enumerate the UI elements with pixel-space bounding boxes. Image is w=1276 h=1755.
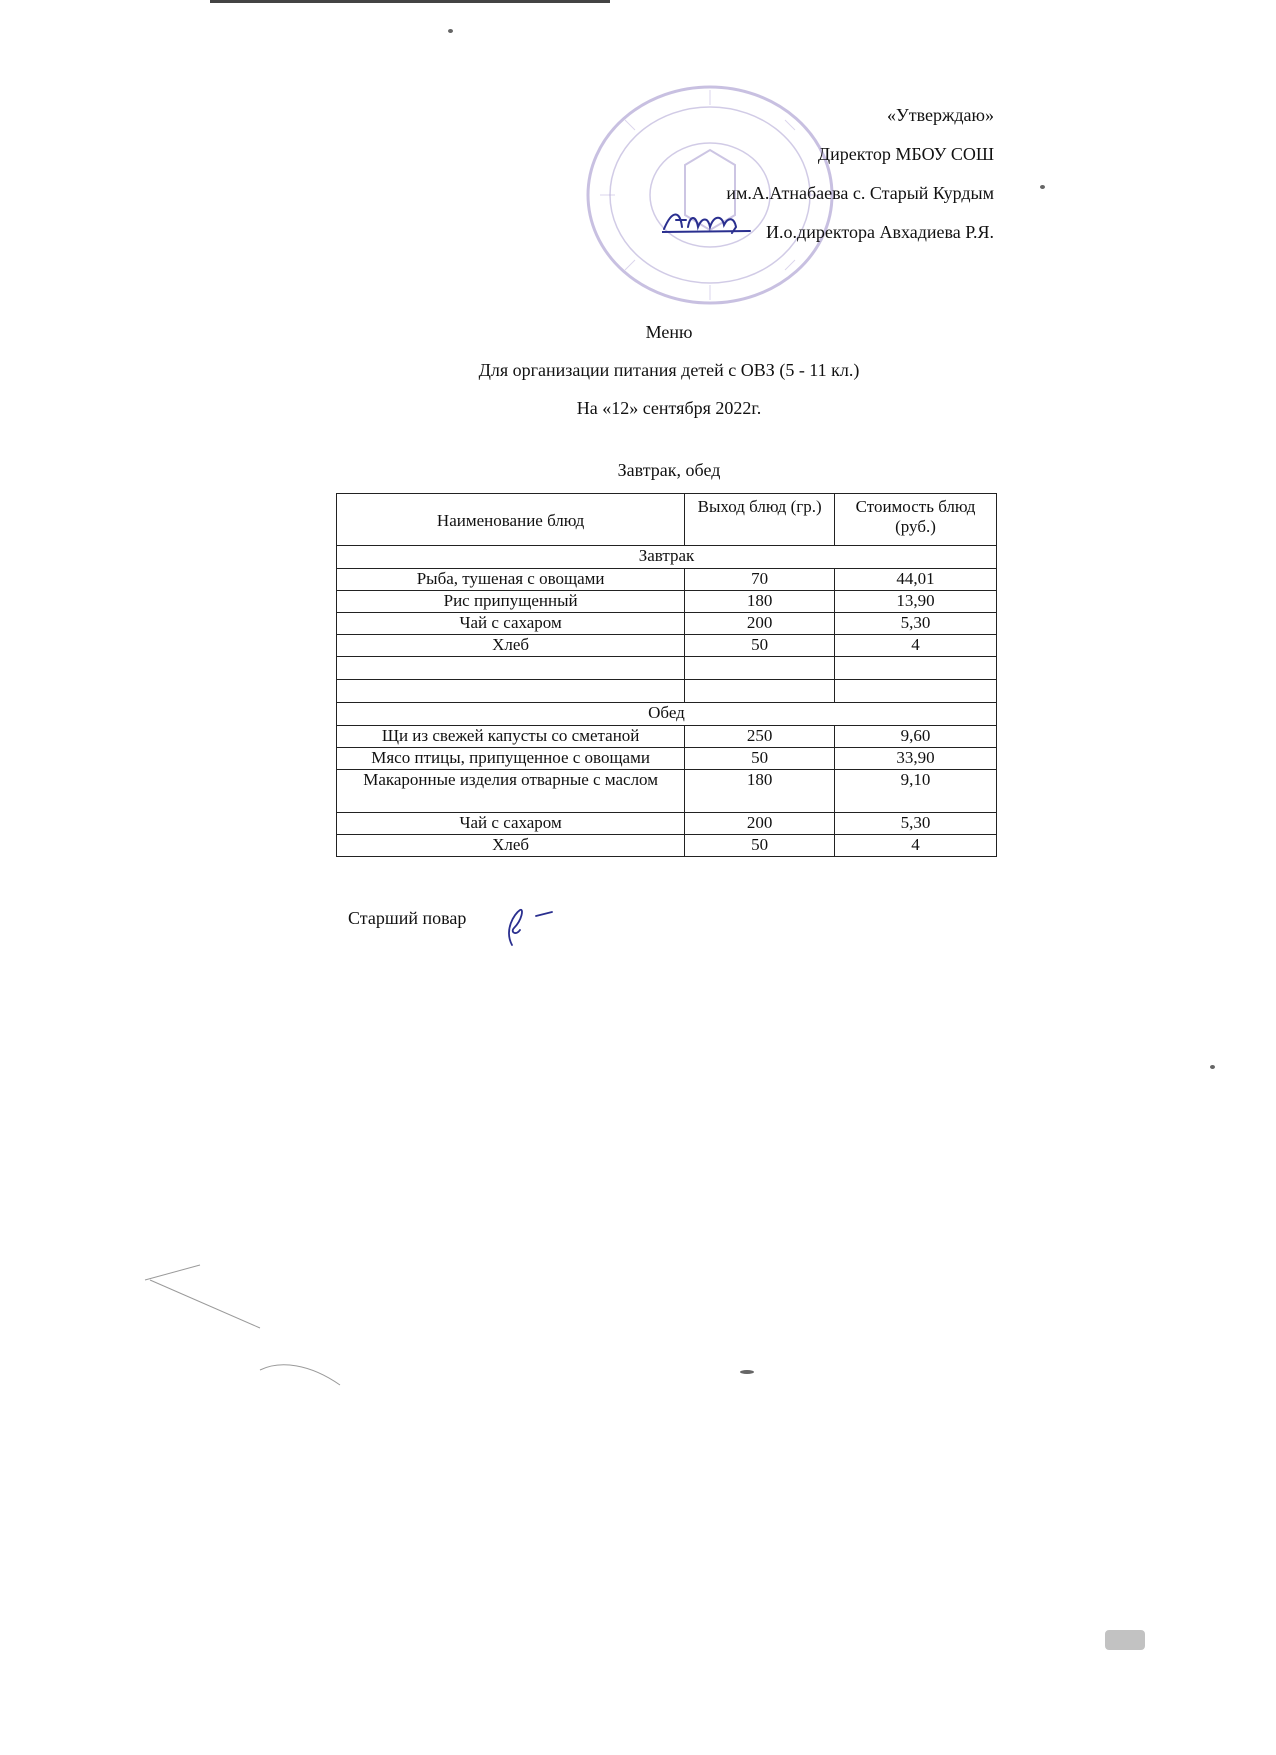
scan-speck: [1210, 1065, 1215, 1069]
scan-speck: [740, 1370, 754, 1374]
page-title: Меню: [645, 322, 693, 342]
dish-price: 13,90: [835, 591, 997, 613]
table-row: [337, 770, 997, 813]
cook-signature: [500, 900, 560, 950]
dish-price: 44,01: [835, 569, 997, 591]
column-header-weight: Выход блюд (гр.): [685, 494, 835, 546]
table-row: [337, 635, 997, 657]
table-row: [337, 748, 997, 770]
dish-name: Мясо птицы, припущенное с овощами: [337, 748, 685, 770]
dish-price: 9,60: [835, 726, 997, 748]
scan-edge-line: [210, 0, 610, 3]
dish-name: Хлеб: [337, 635, 685, 657]
dish-weight: 180: [685, 591, 835, 613]
dish-price: 5,30: [835, 813, 997, 835]
dish-price: 33,90: [835, 748, 997, 770]
meals-caption: Завтрак, обед: [617, 460, 721, 480]
dish-price: 4: [835, 635, 997, 657]
column-header-name: Наименование блюд: [337, 494, 685, 546]
menu-date: На «12» сентября 2022г.: [576, 398, 762, 418]
dish-name: Макаронные изделия отварные с маслом: [337, 770, 685, 813]
scan-speck: [1040, 185, 1045, 189]
column-header-price: Стоимость блюд (руб.): [835, 494, 997, 546]
scan-speck: [448, 29, 453, 33]
dish-price: 4: [835, 835, 997, 857]
page-subtitle: Для организации питания детей с ОВЗ (5 - 11 кл.): [478, 360, 860, 380]
dish-weight: 70: [685, 569, 835, 591]
approval-school: им.А.Атнабаева с. Старый Курдым: [726, 183, 994, 203]
dish-price: 5,30: [835, 613, 997, 635]
dish-name: Рыба, тушеная с овощами: [337, 569, 685, 591]
section-lunch: Обед: [337, 703, 997, 726]
table-row: [337, 835, 997, 857]
dish-name: Чай с сахаром: [337, 613, 685, 635]
table-row: [337, 726, 997, 748]
table-row: [337, 591, 997, 613]
dish-weight: 200: [685, 813, 835, 835]
dish-price: 9,10: [835, 770, 997, 813]
dish-weight: 200: [685, 613, 835, 635]
table-row: [337, 813, 997, 835]
scan-artifact-lines: [140, 1260, 360, 1390]
table-row: [337, 569, 997, 591]
dish-weight: 50: [685, 835, 835, 857]
scan-smudge: [1105, 1630, 1145, 1650]
approval-block: [726, 96, 994, 252]
dish-name: Чай с сахаром: [337, 813, 685, 835]
dish-weight: 250: [685, 726, 835, 748]
dish-weight: 50: [685, 635, 835, 657]
dish-name: Щи из свежей капусты со сметаной: [337, 726, 685, 748]
menu-table: [336, 493, 997, 857]
section-breakfast: Завтрак: [337, 546, 997, 569]
dish-weight: 50: [685, 748, 835, 770]
cook-label: Старший повар: [348, 908, 467, 928]
empty-row: [337, 680, 997, 703]
dish-name: Рис припущенный: [337, 591, 685, 613]
dish-weight: 180: [685, 770, 835, 813]
empty-row: [337, 657, 997, 680]
approval-title: «Утверждаю»: [886, 105, 994, 125]
table-header-row: [337, 494, 997, 546]
director-signature: [662, 205, 752, 235]
dish-name: Хлеб: [337, 835, 685, 857]
cook-signature-row: [348, 908, 466, 929]
table-row: [337, 613, 997, 635]
approval-position: Директор МБОУ СОШ: [817, 144, 994, 164]
approval-signer: И.о.директора Авхадиева Р.Я.: [766, 222, 994, 242]
header-block: [0, 313, 1276, 427]
